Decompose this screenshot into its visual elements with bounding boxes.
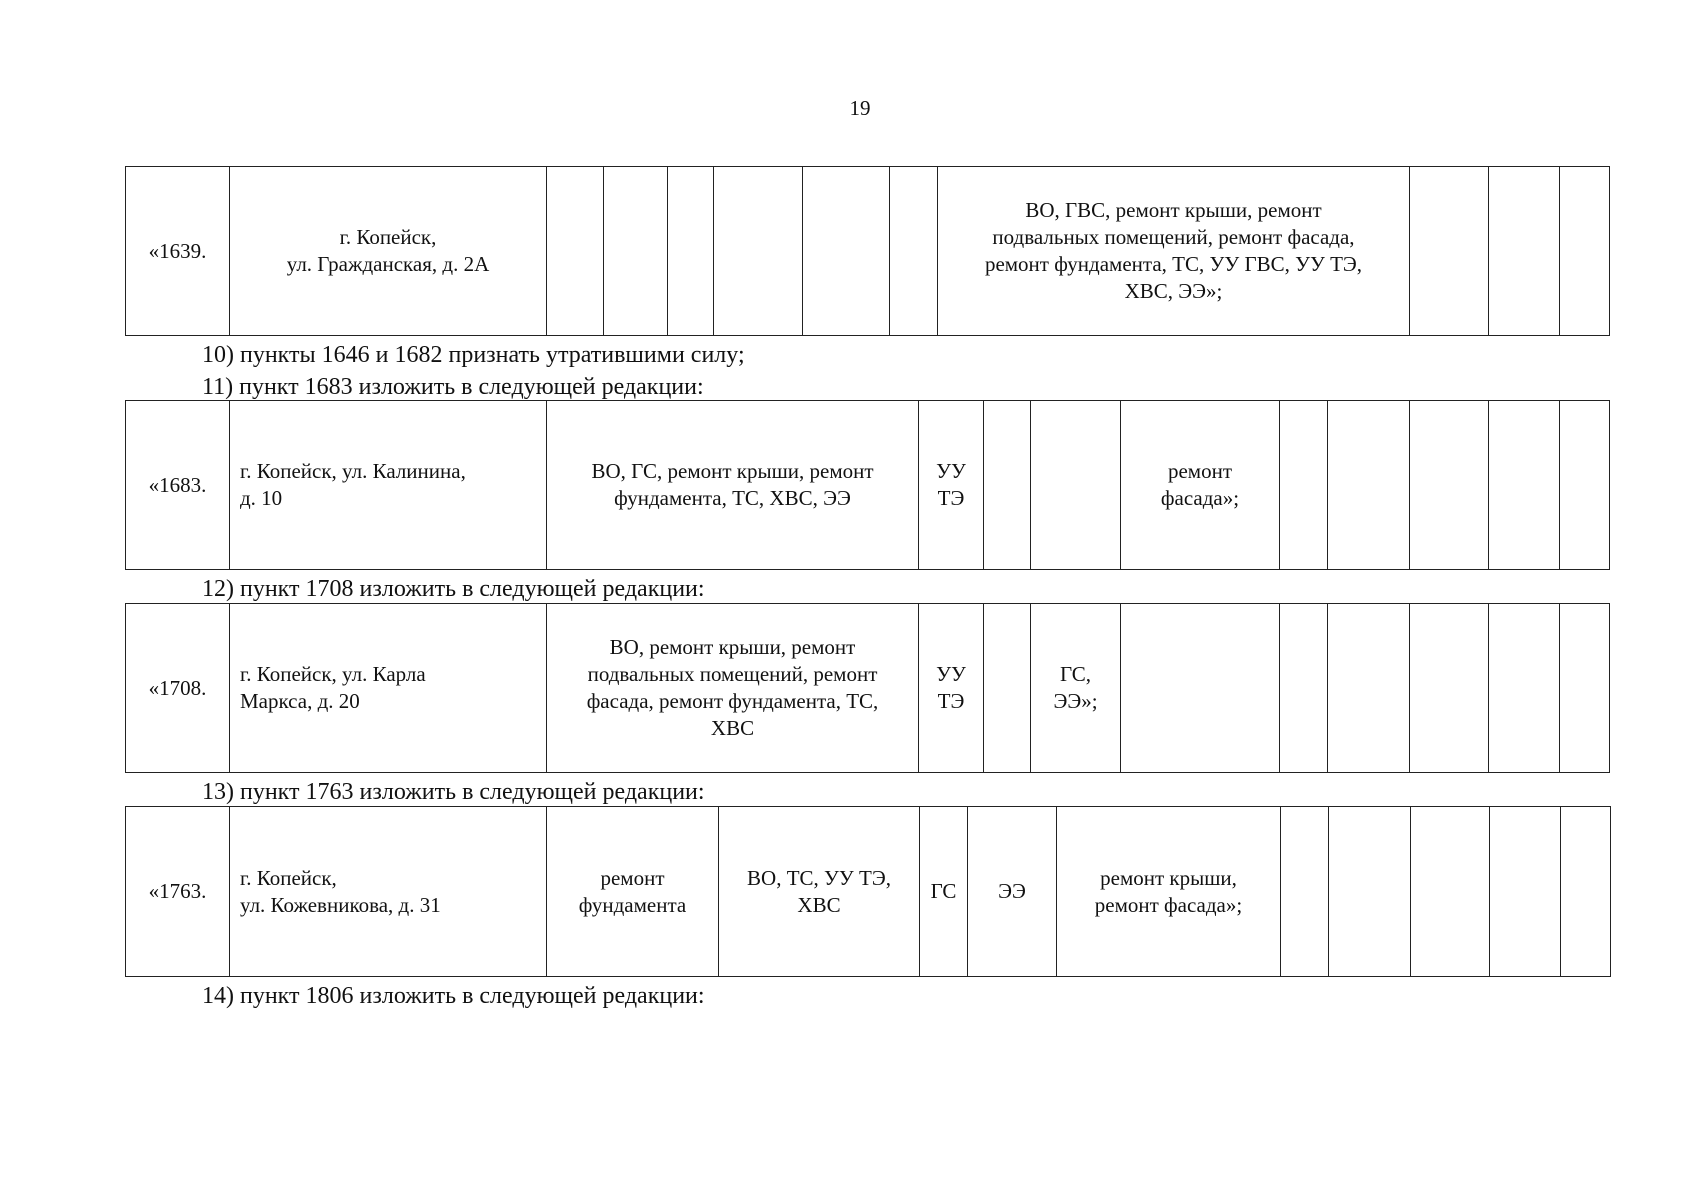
empty-cell xyxy=(803,167,890,336)
empty-cell xyxy=(984,401,1031,570)
empty-cell xyxy=(604,167,668,336)
item-number: «1683. xyxy=(126,401,230,570)
item-number: «1763. xyxy=(126,807,230,977)
works-cell xyxy=(719,807,920,977)
empty-cell xyxy=(1410,167,1489,336)
works-line: ХВС, ЭЭ»; xyxy=(1124,279,1223,303)
table-row xyxy=(126,604,1610,773)
paragraph-14: 14) пункт 1806 изложить в следующей редакции: xyxy=(202,983,705,1009)
table-item-1763 xyxy=(125,806,1611,977)
address-line: Маркса, д. 20 xyxy=(240,689,360,713)
table-item-1639 xyxy=(125,166,1610,336)
gs-ee-cell xyxy=(1031,604,1121,773)
table-row xyxy=(126,807,1611,977)
works-line: ХВС xyxy=(797,892,841,917)
ee-cell: ЭЭ xyxy=(968,807,1057,977)
paragraph-11: 11) пункт 1683 изложить в следующей редакции: xyxy=(202,374,704,400)
uu-te-cell xyxy=(919,604,984,773)
address-line: г. Копейск, xyxy=(339,225,437,249)
address-line: д. 10 xyxy=(240,486,283,510)
uu-te-line: УУ xyxy=(936,662,966,686)
empty-cell xyxy=(1410,604,1489,773)
item-number: «1708. xyxy=(126,604,230,773)
roof-facade-line: ремонт фасада»; xyxy=(1094,892,1243,917)
empty-cell xyxy=(1280,401,1328,570)
foundation-line: ремонт xyxy=(600,865,665,890)
uu-te-line: ТЭ xyxy=(937,689,965,713)
empty-cell xyxy=(890,167,938,336)
empty-cell xyxy=(1560,401,1610,570)
address-line: г. Копейск, ул. Карла xyxy=(240,662,426,686)
paragraph-10: 10) пункты 1646 и 1682 признать утратившими силу; xyxy=(202,342,745,368)
works-line: ХВС xyxy=(710,716,755,740)
works-cell xyxy=(547,604,919,773)
uu-te-cell xyxy=(919,401,984,570)
works-line: фасада, ремонт фундамента, ТС, xyxy=(586,689,879,713)
empty-cell xyxy=(668,167,714,336)
roof-facade-line: ремонт крыши, xyxy=(1100,865,1237,890)
item-number: «1639. xyxy=(126,167,230,336)
empty-cell xyxy=(1280,604,1328,773)
empty-cell xyxy=(1281,807,1329,977)
works-cell xyxy=(938,167,1410,336)
works-line: фундамента, ТС, ХВС, ЭЭ xyxy=(614,486,851,510)
empty-cell xyxy=(1560,604,1610,773)
address-line: г. Копейск, ул. Калинина, xyxy=(240,459,466,483)
works-line: подвальных помещений, ремонт фасада, xyxy=(992,225,1355,249)
empty-cell xyxy=(1490,807,1561,977)
empty-cell xyxy=(1411,807,1490,977)
empty-cell xyxy=(1560,167,1610,336)
address-line: г. Копейск, xyxy=(240,865,337,890)
gs-ee-line: ЭЭ»; xyxy=(1053,689,1098,713)
gs-cell: ГС xyxy=(920,807,968,977)
address-cell xyxy=(230,807,547,977)
works-line: ВО, ГС, ремонт крыши, ремонт xyxy=(591,459,874,483)
empty-cell xyxy=(1489,604,1560,773)
foundation-line: фундамента xyxy=(578,892,687,917)
uu-te-line: ТЭ xyxy=(937,486,965,510)
empty-cell xyxy=(1561,807,1611,977)
empty-cell xyxy=(1410,401,1489,570)
page-number: 19 xyxy=(849,96,871,120)
empty-cell xyxy=(1328,604,1410,773)
foundation-cell xyxy=(547,807,719,977)
address-cell xyxy=(230,167,547,336)
empty-cell xyxy=(1489,401,1560,570)
works-line: ВО, ремонт крыши, ремонт xyxy=(609,635,856,659)
uu-te-line: УУ xyxy=(936,459,966,483)
empty-cell xyxy=(1489,167,1560,336)
works-line: ВО, ТС, УУ ТЭ, xyxy=(747,865,891,890)
table-item-1708 xyxy=(125,603,1610,773)
table-row xyxy=(126,401,1610,570)
works-line: ремонт фундамента, ТС, УУ ГВС, УУ ТЭ, xyxy=(984,252,1363,276)
address-line: ул. Гражданская, д. 2А xyxy=(286,252,490,276)
facade-cell xyxy=(1121,401,1280,570)
empty-cell xyxy=(1121,604,1280,773)
empty-cell xyxy=(547,167,604,336)
paragraph-12: 12) пункт 1708 изложить в следующей редакции: xyxy=(202,576,705,602)
empty-cell xyxy=(714,167,803,336)
roof-facade-cell xyxy=(1057,807,1281,977)
empty-cell xyxy=(1328,401,1410,570)
works-cell xyxy=(547,401,919,570)
empty-cell xyxy=(984,604,1031,773)
facade-line: ремонт xyxy=(1167,459,1233,483)
empty-cell xyxy=(1329,807,1411,977)
gs-ee-line: ГС, xyxy=(1059,662,1092,686)
works-line: ВО, ГВС, ремонт крыши, ремонт xyxy=(1025,198,1322,222)
empty-cell xyxy=(1031,401,1121,570)
paragraph-13: 13) пункт 1763 изложить в следующей редакции: xyxy=(202,779,705,805)
address-cell xyxy=(230,401,547,570)
address-line: ул. Кожевникова, д. 31 xyxy=(240,892,441,917)
facade-line: фасада»; xyxy=(1160,486,1240,510)
works-line: подвальных помещений, ремонт xyxy=(587,662,878,686)
address-cell xyxy=(230,604,547,773)
table-row xyxy=(126,167,1610,336)
table-item-1683 xyxy=(125,400,1610,570)
